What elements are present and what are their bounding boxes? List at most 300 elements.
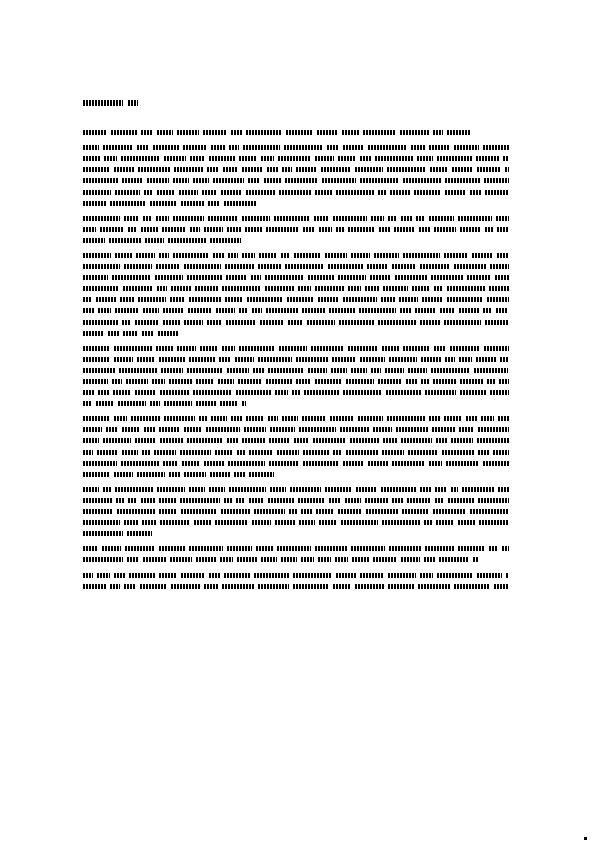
text-word: [157, 487, 185, 492]
text-word: [83, 520, 120, 525]
text-word: [152, 379, 165, 384]
text-word: [494, 584, 509, 589]
text-word: [209, 573, 220, 578]
text-word: [387, 416, 425, 421]
text-word: [115, 253, 132, 258]
text-word: [163, 320, 180, 325]
text-word: [160, 390, 189, 395]
text-word: [199, 416, 207, 421]
text-word: [247, 297, 284, 302]
text-word: [259, 253, 277, 258]
text-word: [460, 390, 486, 395]
text-word: [131, 416, 161, 421]
text-word: [254, 573, 289, 578]
text-line: [83, 261, 513, 272]
text-word: [500, 357, 509, 362]
text-word: [301, 557, 314, 562]
text-word: [267, 167, 278, 172]
text-word: [381, 487, 416, 492]
text-word: [275, 390, 288, 395]
text-word: [147, 178, 169, 183]
text-word: [83, 320, 118, 325]
text-word: [301, 509, 313, 514]
text-word: [184, 320, 203, 325]
text-word: [227, 438, 238, 443]
text-line: [83, 213, 513, 224]
text-word: [159, 357, 185, 362]
text-word: [266, 308, 298, 313]
text-word: [96, 401, 114, 406]
text-word: [243, 145, 281, 150]
text-word: [459, 357, 472, 362]
text-word: [83, 438, 99, 443]
text-word: [261, 156, 274, 161]
text-word: [115, 308, 139, 313]
text-word: [348, 286, 361, 291]
text-word: [417, 156, 433, 161]
text-word: [478, 498, 509, 503]
text-word: [281, 557, 297, 562]
text-word: [489, 546, 498, 551]
text-word: [279, 346, 307, 351]
text-word: [225, 297, 243, 302]
text-word: [227, 368, 249, 373]
text-word: [261, 557, 277, 562]
text-word: [221, 190, 242, 195]
text-word: [332, 357, 357, 362]
text-word: [159, 427, 180, 432]
text-word: [100, 227, 124, 232]
text-word: [444, 320, 482, 325]
text-word: [498, 416, 509, 421]
text-word: [222, 346, 235, 351]
text-word: [303, 450, 329, 455]
text-word: [270, 487, 286, 492]
text-word: [246, 130, 282, 135]
text-word: [396, 427, 428, 432]
text-word: [399, 297, 418, 302]
text-word: [424, 520, 432, 525]
text-word: [374, 253, 399, 258]
text-word: [375, 156, 413, 161]
text-word: [181, 509, 217, 514]
text-word: [83, 297, 92, 302]
text-word: [227, 546, 253, 551]
text-word: [355, 584, 384, 589]
text-word: [325, 487, 353, 492]
text-word: [451, 487, 459, 492]
text-word: [313, 438, 346, 443]
text-word: [254, 509, 285, 514]
text-word: [308, 275, 334, 280]
text-line: [83, 484, 513, 495]
text-word: [210, 472, 230, 477]
text-word: [307, 320, 335, 325]
text-word: [351, 546, 386, 551]
text-word: [113, 390, 131, 395]
text-word: [246, 416, 264, 421]
text-word: [425, 390, 457, 395]
text-word: [360, 178, 399, 183]
text-word: [484, 178, 509, 183]
text-word: [83, 573, 93, 578]
text-word: [327, 145, 339, 150]
text-word: [458, 546, 485, 551]
text-word: [162, 227, 186, 232]
text-word: [429, 145, 450, 150]
text-word: [83, 167, 110, 172]
text-word: [403, 178, 441, 183]
text-word: [452, 167, 474, 172]
text-word: [315, 156, 334, 161]
text-word: [164, 401, 192, 406]
text-word: [135, 320, 160, 325]
text-word: [321, 167, 351, 172]
text-word: [114, 357, 133, 362]
text-word: [114, 346, 153, 351]
text-word: [222, 584, 255, 589]
text-word: [137, 145, 150, 150]
text-line: [83, 127, 513, 138]
text-word: [171, 584, 200, 589]
text-word: [202, 190, 217, 195]
text-word: [383, 438, 397, 443]
text-word: [256, 546, 273, 551]
paragraph: [83, 142, 513, 209]
text-word: [395, 275, 427, 280]
text-word: [485, 190, 509, 195]
text-line: [83, 283, 513, 294]
text-word: [351, 368, 367, 373]
text-word: [365, 498, 388, 503]
text-word: [116, 498, 124, 503]
text-word: [213, 253, 224, 258]
text-word: [315, 546, 347, 551]
text-word: [481, 416, 494, 421]
text-word: [285, 178, 318, 183]
text-word: [454, 584, 491, 589]
text-word: [216, 308, 235, 313]
text-word: [97, 450, 118, 455]
text-word: [268, 368, 304, 373]
text-word: [392, 264, 416, 269]
text-word: [170, 297, 185, 302]
text-word: [278, 156, 311, 161]
text-word: [365, 286, 379, 291]
text-word: [140, 584, 168, 589]
text-word: [83, 487, 99, 492]
text-word: [83, 416, 110, 421]
text-word: [124, 216, 140, 221]
text-word: [429, 416, 440, 421]
text-line: [83, 175, 513, 186]
text-word: [83, 368, 115, 373]
text-word: [296, 357, 328, 362]
text-line: [83, 506, 513, 517]
text-word: [114, 416, 127, 421]
text-word: [138, 167, 170, 172]
text-word: [124, 584, 136, 589]
text-word: [477, 167, 501, 172]
text-word: [343, 145, 365, 150]
text-word: [383, 286, 408, 291]
text-word: [333, 216, 368, 221]
text-word: [156, 264, 180, 269]
text-word: [447, 130, 470, 135]
text-word: [311, 346, 344, 351]
text-word: [502, 546, 509, 551]
paragraph: [83, 343, 513, 410]
text-word: [333, 450, 342, 455]
text-word: [447, 297, 484, 302]
text-word: [222, 286, 262, 291]
text-word: [83, 156, 100, 161]
text-word: [416, 216, 425, 221]
text-word: [160, 520, 190, 525]
text-word: [503, 156, 509, 161]
text-word: [124, 264, 153, 269]
text-word: [103, 145, 133, 150]
text-word: [379, 227, 390, 232]
text-word: [462, 487, 494, 492]
text-word: [121, 461, 159, 466]
text-word: [368, 145, 407, 150]
text-word: [138, 297, 167, 302]
text-word: [437, 156, 473, 161]
text-line: [83, 294, 513, 305]
paragraph: [83, 484, 513, 539]
text-word: [143, 216, 152, 221]
text-word: [483, 461, 509, 466]
text-word: [308, 368, 327, 373]
text-word: [392, 461, 425, 466]
text-word: [164, 156, 186, 161]
text-word: [159, 253, 169, 258]
text-line: [83, 387, 513, 398]
text-line: [83, 424, 513, 435]
text-word: [418, 584, 450, 589]
text-word: [342, 130, 359, 135]
text-word: [122, 450, 139, 455]
text-word: [143, 557, 166, 562]
text-word: [170, 557, 192, 562]
text-word: [244, 427, 267, 432]
text-word: [245, 227, 262, 232]
text-word: [96, 297, 116, 302]
text-word: [231, 130, 242, 135]
text-word: [495, 275, 509, 280]
text-word: [336, 227, 344, 232]
text-word: [83, 357, 110, 362]
text-word: [270, 427, 295, 432]
text-word: [388, 216, 397, 221]
text-word: [489, 286, 509, 291]
text-word: [83, 178, 118, 183]
text-word: [106, 427, 118, 432]
text-word: [141, 227, 158, 232]
text-word: [159, 509, 177, 514]
text-word: [168, 238, 206, 243]
text-word: [338, 156, 357, 161]
text-word: [296, 167, 317, 172]
text-word: [420, 320, 440, 325]
text-word: [371, 216, 384, 221]
text-word: [83, 427, 102, 432]
text-word: [402, 509, 429, 514]
text-word: [382, 450, 404, 455]
text-line: [83, 354, 513, 365]
text-word: [363, 130, 396, 135]
text-word: [83, 275, 108, 280]
text-word: [224, 201, 257, 206]
text-word: [447, 286, 486, 291]
text-word: [440, 308, 455, 313]
text-word: [472, 253, 493, 258]
text-word: [315, 379, 342, 384]
text-word: [406, 379, 417, 384]
text-word: [268, 416, 278, 421]
text-line: [83, 235, 513, 246]
text-word: [275, 520, 295, 525]
text-word: [401, 438, 432, 443]
text-word: [207, 320, 222, 325]
text-word: [180, 450, 211, 455]
text-word: [343, 390, 383, 395]
text-word: [124, 520, 139, 525]
text-word: [360, 156, 371, 161]
text-word: [239, 156, 258, 161]
text-word: [392, 498, 403, 503]
text-word: [493, 450, 509, 455]
text-word: [137, 472, 165, 477]
text-word: [432, 427, 455, 432]
text-line: [83, 142, 513, 153]
text-word: [351, 253, 371, 258]
text-word: [209, 156, 235, 161]
text-word: [196, 557, 216, 562]
text-word: [282, 167, 292, 172]
text-word: [136, 253, 156, 258]
text-line: [83, 554, 513, 565]
text-word: [215, 520, 249, 525]
text-word: [235, 357, 255, 362]
text-word: [303, 461, 339, 466]
paragraph: [83, 543, 513, 565]
text-word: [181, 573, 205, 578]
text-word: [142, 520, 156, 525]
text-word: [177, 346, 196, 351]
text-word: [236, 390, 272, 395]
text-word: [345, 498, 361, 503]
body-text: [83, 127, 513, 596]
text-word: [236, 498, 245, 503]
text-word: [142, 450, 150, 455]
text-word: [206, 427, 240, 432]
text-word: [83, 498, 112, 503]
text-word: [83, 531, 123, 536]
text-word: [435, 487, 447, 492]
text-word: [269, 461, 299, 466]
text-word: [293, 573, 332, 578]
text-word: [425, 546, 455, 551]
text-word: [157, 286, 167, 291]
text-line: [83, 543, 513, 554]
text-word: [429, 461, 442, 466]
text-word: [459, 427, 475, 432]
text-word: [302, 308, 325, 313]
text-word: [414, 190, 441, 195]
text-word: [83, 286, 119, 291]
text-line: [83, 581, 513, 592]
paragraph: [83, 413, 513, 480]
text-word: [487, 379, 495, 384]
text-word: [458, 520, 476, 525]
text-word: [303, 227, 315, 232]
text-word: [115, 487, 154, 492]
text-word: [144, 190, 153, 195]
text-word: [348, 346, 379, 351]
text-word: [157, 190, 175, 195]
text-word: [431, 275, 464, 280]
text-word: [83, 390, 94, 395]
text-line: [83, 398, 513, 409]
text-line: [83, 469, 513, 480]
paragraph: [83, 250, 513, 339]
text-word: [242, 167, 264, 172]
text-line: [83, 447, 513, 458]
text-word: [156, 346, 173, 351]
text-word: [227, 227, 242, 232]
text-word: [155, 275, 183, 280]
text-word: [97, 573, 110, 578]
text-word: [228, 253, 238, 258]
text-word: [183, 145, 207, 150]
text-word: [237, 450, 246, 455]
text-word: [160, 438, 183, 443]
text-word: [83, 264, 120, 269]
text-word: [219, 357, 231, 362]
text-word: [193, 178, 209, 183]
text-word: [496, 216, 509, 221]
text-line: [83, 413, 513, 424]
text-word: [467, 275, 491, 280]
text-word: [265, 275, 304, 280]
text-word: [476, 156, 499, 161]
text-word: [277, 546, 311, 551]
text-word: [483, 145, 509, 150]
text-word: [394, 227, 415, 232]
text-word: [159, 573, 177, 578]
text-word: [350, 438, 380, 443]
text-line: [83, 272, 513, 283]
text-word: [451, 438, 474, 443]
text-word: [401, 216, 412, 221]
text-word: [83, 145, 99, 150]
text-word: [258, 584, 289, 589]
text-word: [288, 320, 303, 325]
text-word: [249, 472, 274, 477]
text-word: [143, 308, 159, 313]
text-word: [115, 190, 141, 195]
text-word: [229, 145, 239, 150]
text-word: [408, 450, 438, 455]
text-line: [83, 365, 513, 376]
text-word: [83, 190, 111, 195]
text-word: [444, 253, 469, 258]
text-word: [360, 357, 385, 362]
text-word: [98, 308, 111, 313]
heading-word: [128, 100, 138, 106]
